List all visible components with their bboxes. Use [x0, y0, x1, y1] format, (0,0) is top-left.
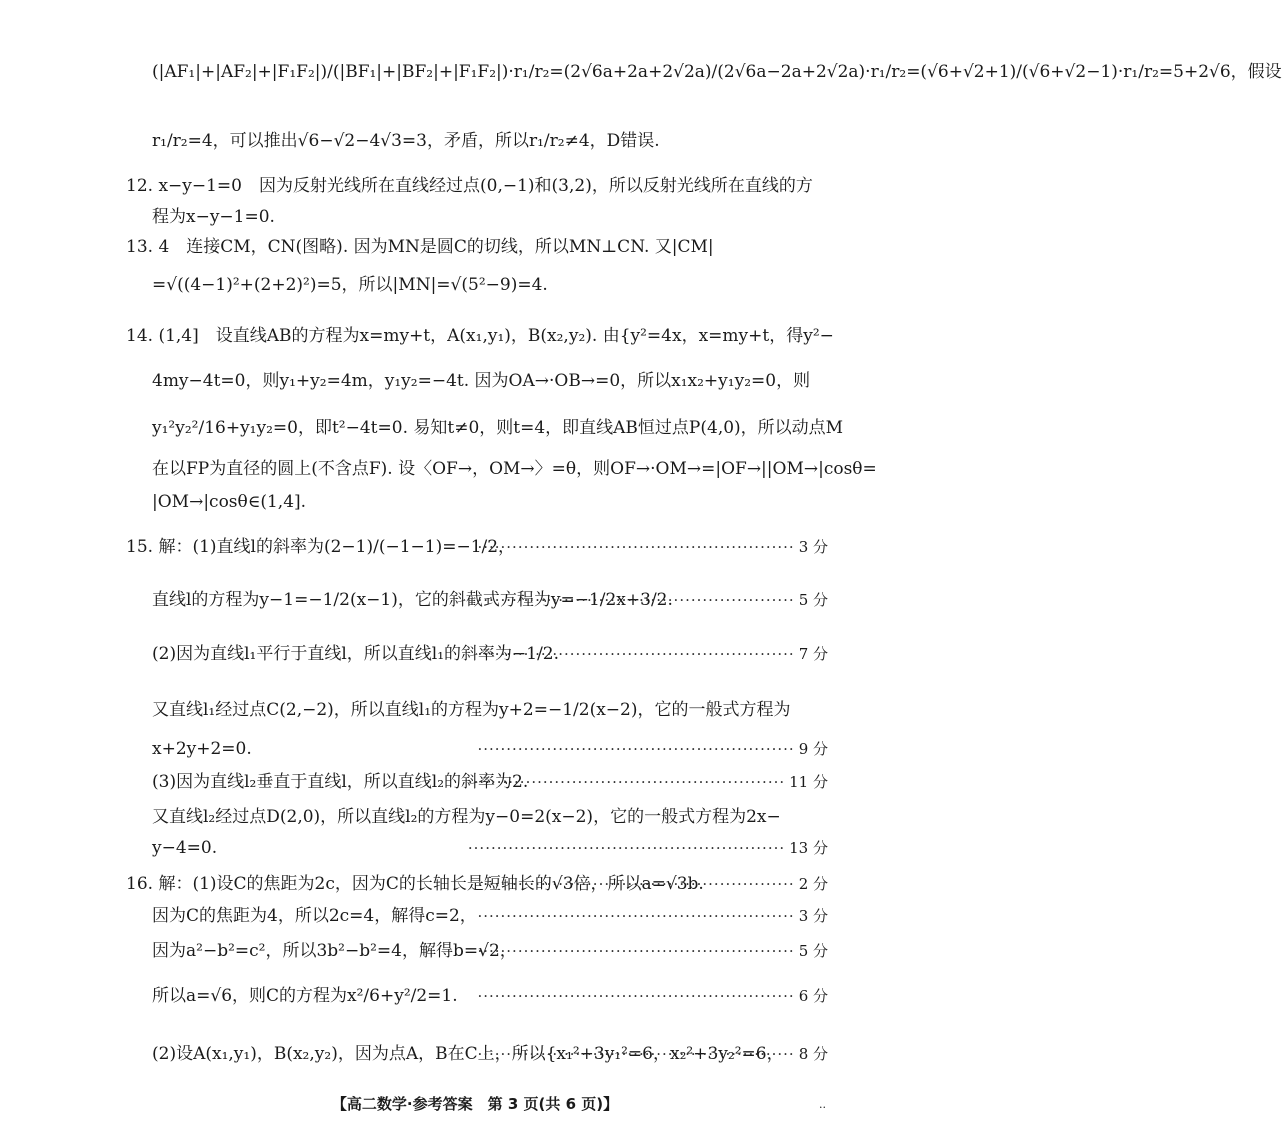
- text-line: 因为C的焦距为4，所以2c=4，解得c=2， ····· 3 分: [152, 902, 828, 932]
- text-line: 4my−4t=0，则y₁+y₂=4m，y₁y₂=−4t. 因为OA→·OB→=0，所以x₁x₂+y₁y₂=0，则: [152, 371, 811, 391]
- score: ····· 5 分: [477, 937, 828, 965]
- score: ····· 8 分: [477, 1040, 828, 1068]
- text-line: 12. x−y−1=0 因为反射光线所在直线经过点(0,−1)和(3,2)，所以反射光线所在直线的方: [126, 176, 813, 196]
- text-line: 又直线l₂经过点D(2,0)，所以直线l₂的方程为y−0=2(x−2)，它的一般式方程为2x−: [152, 807, 781, 827]
- text-line: (2)因为直线l₁平行于直线l，所以直线l₁的斜率为−1/2. ····· 7 分: [152, 640, 828, 670]
- score: ····· 9 分: [477, 735, 828, 763]
- text-line: 因为a²−b²=c²，所以3b²−b²=4，解得b=√2， ····· 5 分: [152, 937, 828, 967]
- score: ····· 2 分: [477, 870, 828, 898]
- text-line: y−4=0. ····· 13 分: [152, 834, 828, 864]
- score: ····· 5 分: [477, 586, 828, 614]
- text-line: 15. 解：(1)直线l的斜率为(2−1)/(−1−1)=−1/2， ····· 3 分: [126, 533, 828, 563]
- text-line: x+2y+2=0. ····· 9 分: [152, 735, 828, 765]
- text-line: 在以FP为直径的圆上(不含点F). 设〈OF→，OM→〉=θ，则OF→·OM→=|OF→||OM→|cosθ=: [152, 459, 877, 479]
- text-line: (3)因为直线l₂垂直于直线l，所以直线l₂的斜率为2. ····· 11 分: [152, 768, 828, 798]
- text-line: (|AF₁|+|AF₂|+|F₁F₂|)/(|BF₁|+|BF₂|+|F₁F₂|)·r₁/r₂=(2√6a+2a+2√2a)/(2√6a−2a+2√2a)·r₁/r₂=(√6+√2+1)/(√6+√2−1)·r₁/r₂=5+2√6，假设: [152, 62, 1282, 82]
- text-line: r₁/r₂=4，可以推出√6−√2−4√3=3，矛盾，所以r₁/r₂≠4，D错误.: [152, 131, 660, 151]
- score: ····· 6 分: [477, 982, 828, 1010]
- score: ····· 13 分: [468, 834, 828, 862]
- text-line: 14. (1,4] 设直线AB的方程为x=my+t，A(x₁,y₁)，B(x₂,y₂). 由{y²=4x，x=my+t，得y²−: [126, 326, 834, 346]
- score: ····· 7 分: [477, 640, 828, 668]
- text-line: 16. 解：(1)设C的焦距为2c，因为C的长轴长是短轴长的√3倍，所以a=√3b. ····· 2 分: [126, 870, 828, 900]
- text-line: y₁²y₂²/16+y₁y₂=0，即t²−4t=0. 易知t≠0，则t=4，即直线AB恒过点P(4,0)，所以动点M: [152, 418, 844, 438]
- text-line: 所以a=√6，则C的方程为x²/6+y²/2=1. ····· 6 分: [152, 982, 828, 1012]
- score: ····· 11 分: [468, 768, 828, 796]
- text-line: 13. 4 连接CM，CN(图略). 因为MN是圆C的切线，所以MN⊥CN. 又|CM|: [126, 237, 714, 257]
- corner-mark: ..: [819, 1098, 826, 1111]
- text-line: (2)设A(x₁,y₁)，B(x₂,y₂)，因为点A，B在C上，所以{x₁²+3y₁²=6，x₂²+3y₂²=6， ····· 8 分: [152, 1040, 828, 1070]
- text-line: |OM→|cosθ∈(1,4].: [152, 492, 307, 512]
- text-line: 程为x−y−1=0.: [152, 207, 275, 227]
- text-line: 直线l的方程为y−1=−1/2(x−1)，它的斜截式方程为y=−1/2x+3/2. ····· 5 分: [152, 586, 828, 616]
- score: ····· 3 分: [477, 533, 828, 561]
- page-footer: 【高二数学·参考答案 第 3 页(共 6 页)】: [331, 1095, 619, 1113]
- score: ····· 3 分: [477, 902, 828, 930]
- text-line: =√((4−1)²+(2+2)²)=5，所以|MN|=√(5²−9)=4.: [152, 275, 548, 295]
- text-line: 又直线l₁经过点C(2,−2)，所以直线l₁的方程为y+2=−1/2(x−2)，它的一般式方程为: [152, 700, 791, 720]
